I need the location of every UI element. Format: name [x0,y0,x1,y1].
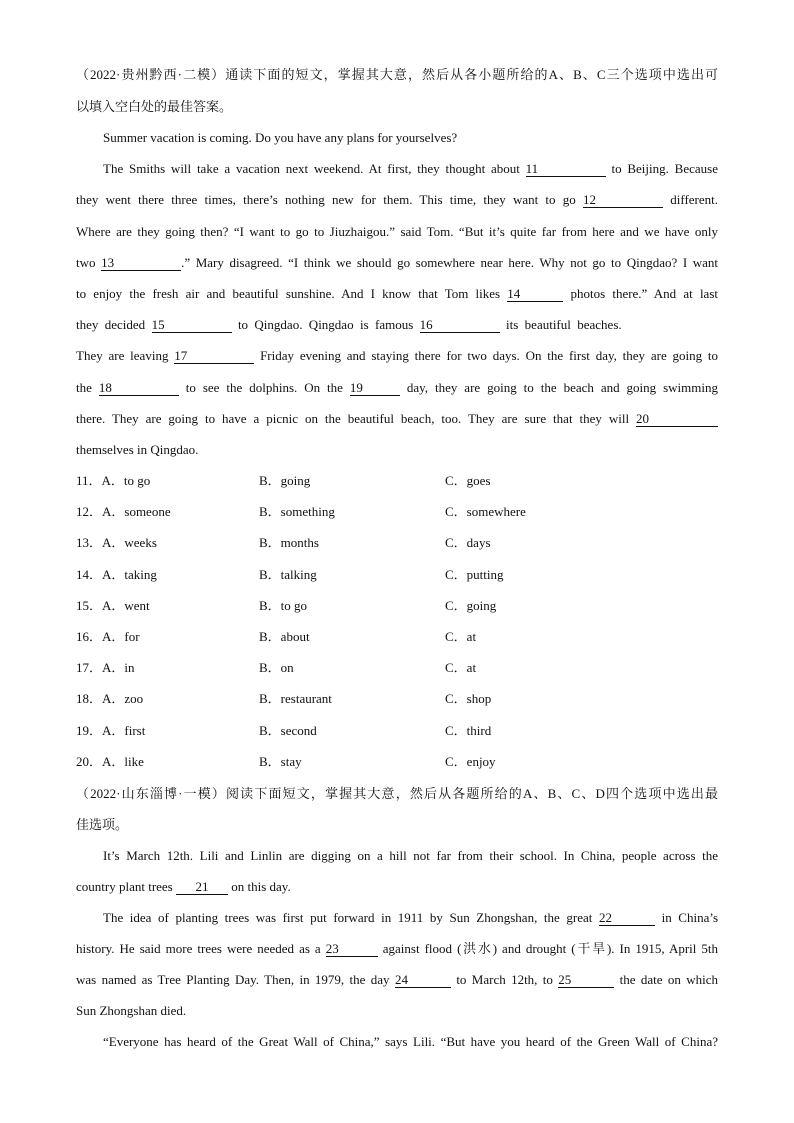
passage1-line [76,410,718,428]
section1-intro-line2: 以填入空白处的最佳答案。 [76,99,233,114]
text: country plant trees [76,879,173,894]
text: to Beijing. Because [611,161,718,176]
text: on this day. [231,879,291,894]
passage2-line: “Everyone has heard of the Great Wall of China,” says Lili. “But have you heard of the Green Wall of China? [103,1034,718,1049]
option-c: C．putting [445,566,504,582]
text: they went there three times, there’s nothing new for them. This time, they want to go [76,192,576,207]
question-number: 18．A． [76,691,125,707]
passage1-line [76,379,718,397]
text: history. He said more trees were needed as a [76,941,321,956]
section2-intro-line1: （2022·山东淄博·一模）阅读下面短文，掌握其大意，然后从各题所给的A、B、C、D四个选项中选出最 [76,786,718,801]
option-a-text: someone [124,504,171,520]
question-number: 11．A． [76,473,124,488]
option-a-text: in [124,660,135,676]
blank-14: 14 [507,287,563,302]
option-c: C．enjoy [445,753,496,769]
option-a-text: for [124,629,140,644]
option-b: B．second [259,722,317,738]
option-a [76,597,150,615]
section1-intro-line1: （2022·贵州黔西·二模）通读下面的短文，掌握其大意，然后从各小题所给的A、B、C三个选项中选出可 [76,67,718,82]
passage1-line [76,285,718,303]
blank-19: 19 [350,381,400,396]
question-number: 14．A． [76,566,125,582]
text: against flood (洪水) and drought (干旱). In 1915, April 5th [382,941,719,956]
blank-13: 13 [101,256,181,271]
option-b: B．months [259,535,319,551]
option-a [76,690,143,708]
passage1-line [76,254,718,272]
text: there. They are going to have a picnic on the beautiful beach, too. They are sure that they will [76,411,630,426]
passage1-line: themselves in Qingdao. [76,442,199,457]
text: They are leaving [76,348,169,363]
blank-11: 11 [526,162,606,177]
blank-22: 22 [599,911,655,926]
question-number: 12．A． [76,504,125,520]
passage2-line [76,971,718,989]
option-a [76,753,144,771]
text: to see the dolphins. On the [185,380,343,395]
text: different. [670,192,719,207]
blank-15: 15 [152,318,232,333]
text: the date on which [619,972,719,987]
blank-23: 23 [326,942,378,957]
blank-25: 25 [558,973,614,988]
option-a [76,472,150,490]
question-number: 19．A． [76,722,125,738]
option-a [76,503,171,521]
option-b: B．restaurant [259,691,332,707]
option-a-text: to go [123,473,151,488]
passage2-line [103,909,718,927]
passage1-line [76,191,718,209]
option-a [76,722,145,740]
blank-21: 21 [176,880,228,895]
text: two [76,255,96,270]
text: they decided [76,317,146,332]
text: Friday evening and staying there for two days. On the first day, they are going to [260,348,719,363]
option-b: B．something [259,504,335,520]
text: in China’s [661,910,719,925]
passage1-opening: Summer vacation is coming. Do you have any plans for yourselves? [103,130,458,145]
text: to Qingdao. Qingdao is famous [237,317,414,332]
option-c: C．goes [445,473,491,488]
option-c: C．going [445,597,497,613]
blank-24: 24 [395,973,451,988]
text: the [76,380,92,395]
text: its beautiful beaches. [506,317,622,332]
option-a [76,534,157,552]
option-b: B．talking [259,566,317,582]
blank-18: 18 [99,381,179,396]
text: was named as Tree Planting Day. Then, in 1979, the day [76,972,390,987]
passage1-line: Where are they going then? “I want to go to Jiuzhaigou.” said Tom. “But it’s quite far from here and we have only [76,224,718,239]
option-c: C．at [445,629,477,644]
text: The Smiths will take a vacation next weekend. At first, they thought about [103,161,520,176]
passage2-line [76,878,718,896]
option-a-text: weeks [124,535,157,551]
option-a-text: first [124,722,146,738]
passage1-line [76,347,718,365]
option-a-text: zoo [124,691,144,707]
text: to enjoy the fresh air and beautiful sunshine. And I know that Tom likes [76,286,501,301]
option-b: B．stay [259,753,302,769]
text: to March 12th, to [456,972,553,987]
passage2-line [76,940,718,958]
question-number: 16．A． [76,629,125,644]
option-c: C．days [445,535,491,551]
option-c: C．at [445,660,477,676]
option-b: B．about [259,629,310,644]
passage1-line [76,316,718,334]
text: .” Mary disagreed. “I think we should go somewhere near here. Why not go to Qingdao? I want [181,255,718,270]
question-number: 13．A． [76,535,125,551]
text: The idea of planting trees was first put forward in 1911 by Sun Zhongshan, the great [103,910,593,925]
text: photos there.” And at last [570,286,718,301]
option-c: C．shop [445,691,492,707]
blank-17: 17 [174,349,254,364]
section2-intro-line2: 佳选项。 [76,817,129,832]
blank-20: 20 [636,412,718,427]
blank-12: 12 [583,193,663,208]
passage2-line: It’s March 12th. Lili and Linlin are digging on a hill not far from their school. In China, people across the [103,848,718,863]
option-b: B．going [259,473,311,488]
option-a-text: like [124,753,144,769]
option-b: B．on [259,660,294,676]
passage1-line [103,160,718,178]
option-c: C．third [445,722,492,738]
question-number: 20．A． [76,753,125,769]
option-c: C．somewhere [445,504,526,520]
passage2-line: Sun Zhongshan died. [76,1003,187,1018]
option-a [76,566,157,584]
option-a [76,628,140,646]
question-number: 15．A． [76,597,125,613]
text: day, they are going to the beach and going swimming [406,380,719,395]
blank-16: 16 [420,318,500,333]
option-b: B．to go [259,597,308,613]
option-a [76,659,135,677]
option-a-text: taking [124,566,157,582]
question-number: 17．A． [76,660,125,676]
option-a-text: went [124,597,150,613]
